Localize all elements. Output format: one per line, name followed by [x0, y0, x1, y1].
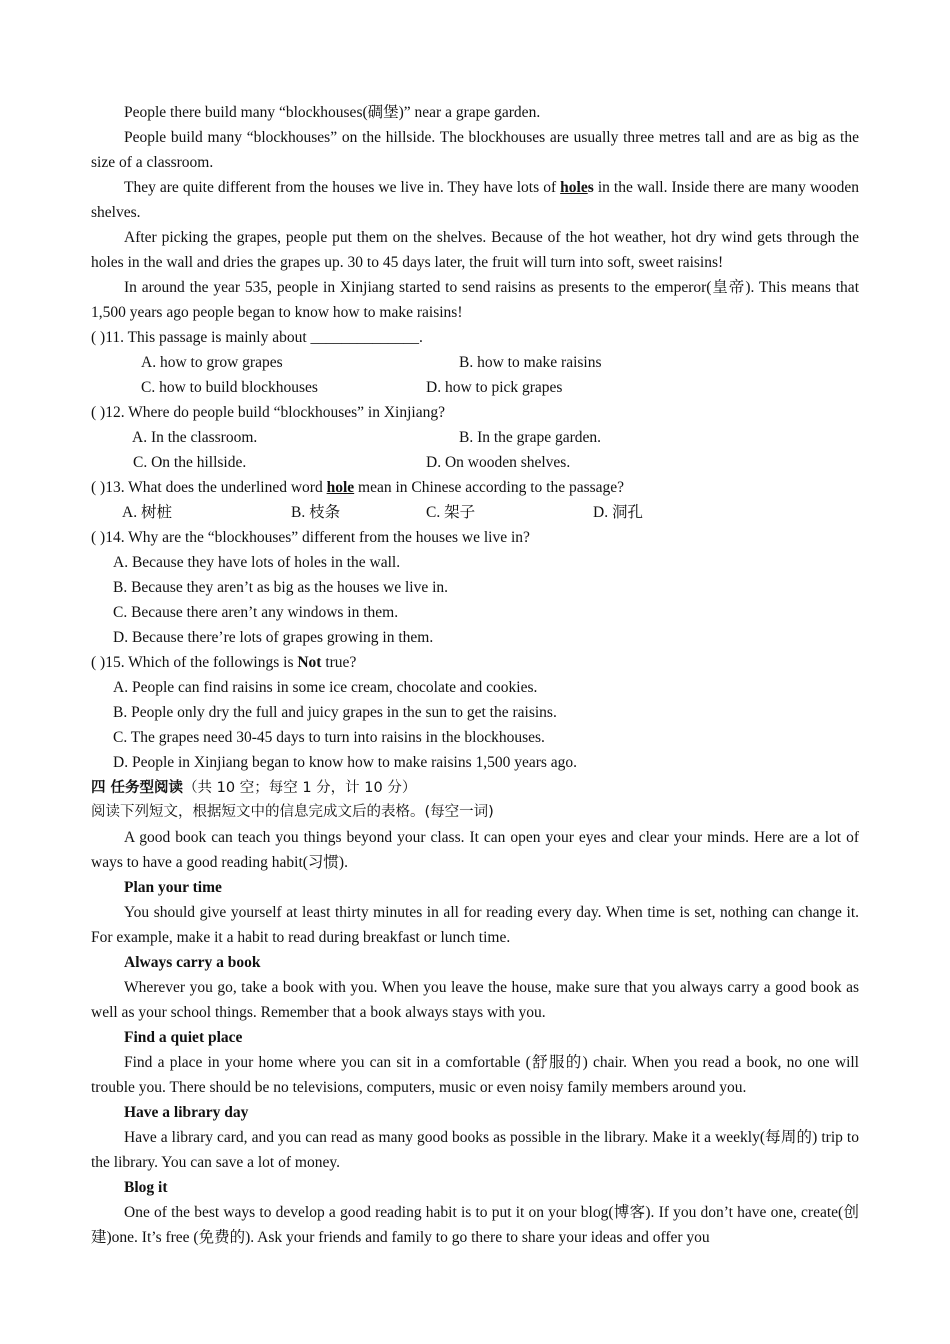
heading-plan-your-time: Plan your time [124, 879, 222, 896]
passage-paragraph-5: In around the year 535, people in Xinjiang started to send raisins as presents to the emperor(皇帝). This means that 1,500 years ago people began to know how to make raisins! [91, 279, 859, 321]
passage-paragraph-2: People build many “blockhouses” on the hillside. The blockhouses are usually three metres tall and are as big as the size of a classroom. [91, 129, 859, 171]
body-find-a-quiet-place: Find a place in your home where you can sit in a comfortable (舒服的) chair. When you read a book, no one will trouble you. There should be no televisions, computers, music or even noisy family members around you. [91, 1054, 859, 1096]
question-14-option-b[interactable]: B. Because they aren’t as big as the houses we live in. [113, 579, 449, 596]
underlined-word-hole: hole [560, 179, 588, 196]
body-always-carry-a-book: Wherever you go, take a book with you. When you leave the house, make sure that you always carry a good book as well as your school things. Remember that a book always stays with you. [91, 979, 859, 1021]
section-4-instruction: 阅读下列短文，根据短文中的信息完成文后的表格。(每空一词) [91, 804, 494, 820]
reading-intro: A good book can teach you things beyond your class. It can open your eyes and clear your minds. Here are a lot of ways to have a good reading habit(习惯). [91, 829, 859, 871]
question-15-option-b[interactable]: B. People only dry the full and juicy grapes in the sun to get the raisins. [113, 704, 557, 721]
question-12-option-c[interactable]: C. On the hillside. [133, 454, 247, 471]
question-15-option-a[interactable]: A. People can find raisins in some ice cream, chocolate and cookies. [113, 679, 538, 696]
passage-paragraph-1: People there build many “blockhouses(碉堡)” near a grape garden. [124, 104, 541, 121]
question-15-stem-before: ( )15. Which of the followings is [91, 654, 298, 671]
question-12-options-row-1 [91, 425, 859, 450]
question-12-option-a[interactable]: A. In the classroom. [132, 429, 258, 446]
question-11-option-b[interactable]: B. how to make raisins [459, 354, 602, 371]
question-11-option-c[interactable]: C. how to build blockhouses [141, 379, 318, 396]
heading-have-a-library-day: Have a library day [124, 1104, 249, 1121]
question-12-stem: ( )12. Where do people build “blockhouses” in Xinjiang? [91, 404, 445, 421]
question-13-underlined-word: hole [326, 479, 355, 496]
heading-find-a-quiet-place: Find a quiet place [124, 1029, 243, 1046]
question-11-stem: ( )11. This passage is mainly about ______________. [91, 329, 423, 346]
question-15-option-c[interactable]: C. The grapes need 30-45 days to turn into raisins in the blockhouses. [113, 729, 545, 746]
question-14-option-d[interactable]: D. Because there’re lots of grapes growing in them. [113, 629, 434, 646]
heading-always-carry-a-book: Always carry a book [124, 954, 261, 971]
body-have-a-library-day: Have a library card, and you can read as many good books as possible in the library. Make it a weekly(每周的) trip to the library. You can save a lot of money. [91, 1129, 859, 1171]
question-12-option-b[interactable]: B. In the grape garden. [459, 429, 602, 446]
question-13-option-d[interactable]: D. 洞孔 [593, 504, 643, 521]
question-14-option-a[interactable]: A. Because they have lots of holes in the wall. [113, 554, 401, 571]
question-15-stem [91, 650, 859, 675]
section-4-title [91, 775, 859, 800]
question-14-option-c[interactable]: C. Because there aren’t any windows in them. [113, 604, 399, 621]
question-13-options-row [91, 500, 859, 525]
section-4-title-scoring: （共 10 空；每空 1 分，计 10 分） [183, 780, 417, 796]
question-11-options-row-2 [91, 375, 859, 400]
passage-paragraph-3-after: in the wall. Inside there are many wooden shelves. [91, 179, 859, 221]
heading-blog-it: Blog it [124, 1179, 168, 1196]
plural-s: s [587, 179, 594, 196]
question-13-option-a[interactable]: A. 树桩 [122, 504, 172, 521]
question-13-stem-after: mean in Chinese according to the passage? [354, 479, 625, 496]
passage-paragraph-4: After picking the grapes, people put them on the shelves. Because of the hot weather, hot dry wind gets through the holes in the wall and dries the grapes up. 30 to 45 days later, the fruit will turn into soft, sweet raisins! [91, 229, 859, 271]
question-12-options-row-2 [91, 450, 859, 475]
passage-paragraph-3-before: They are quite different from the houses we live in. They have lots of [124, 179, 561, 196]
question-13-option-b[interactable]: B. 枝条 [291, 504, 341, 521]
question-11-option-a[interactable]: A. how to grow grapes [141, 354, 283, 371]
question-13-stem-before: ( )13. What does the underlined word [91, 479, 327, 496]
passage-paragraph-3 [91, 175, 859, 225]
question-14-stem: ( )14. Why are the “blockhouses” different from the houses we live in? [91, 529, 530, 546]
body-blog-it: One of the best ways to develop a good reading habit is to put it on your blog(博客). If you don’t have one, create(创建)one. It’s free (免费的). Ask your friends and family to go there to share your ideas and offer you [91, 1204, 859, 1246]
document-page [91, 100, 859, 1250]
question-13-option-c[interactable]: C. 架子 [426, 504, 476, 521]
question-15-stem-after: true? [321, 654, 357, 671]
body-plan-your-time: You should give yourself at least thirty minutes in all for reading every day. When time is set, nothing can change it. For example, make it a habit to read during breakfast or lunch time. [91, 904, 859, 946]
question-13-stem [91, 475, 859, 500]
question-12-option-d[interactable]: D. On wooden shelves. [426, 454, 571, 471]
section-4-title-bold: 四 任务型阅读 [91, 780, 184, 796]
question-11-options-row-1 [91, 350, 859, 375]
question-15-option-d[interactable]: D. People in Xinjiang began to know how to make raisins 1,500 years ago. [113, 754, 578, 771]
question-11-option-d[interactable]: D. how to pick grapes [426, 379, 563, 396]
question-15-not-word: Not [297, 654, 322, 671]
